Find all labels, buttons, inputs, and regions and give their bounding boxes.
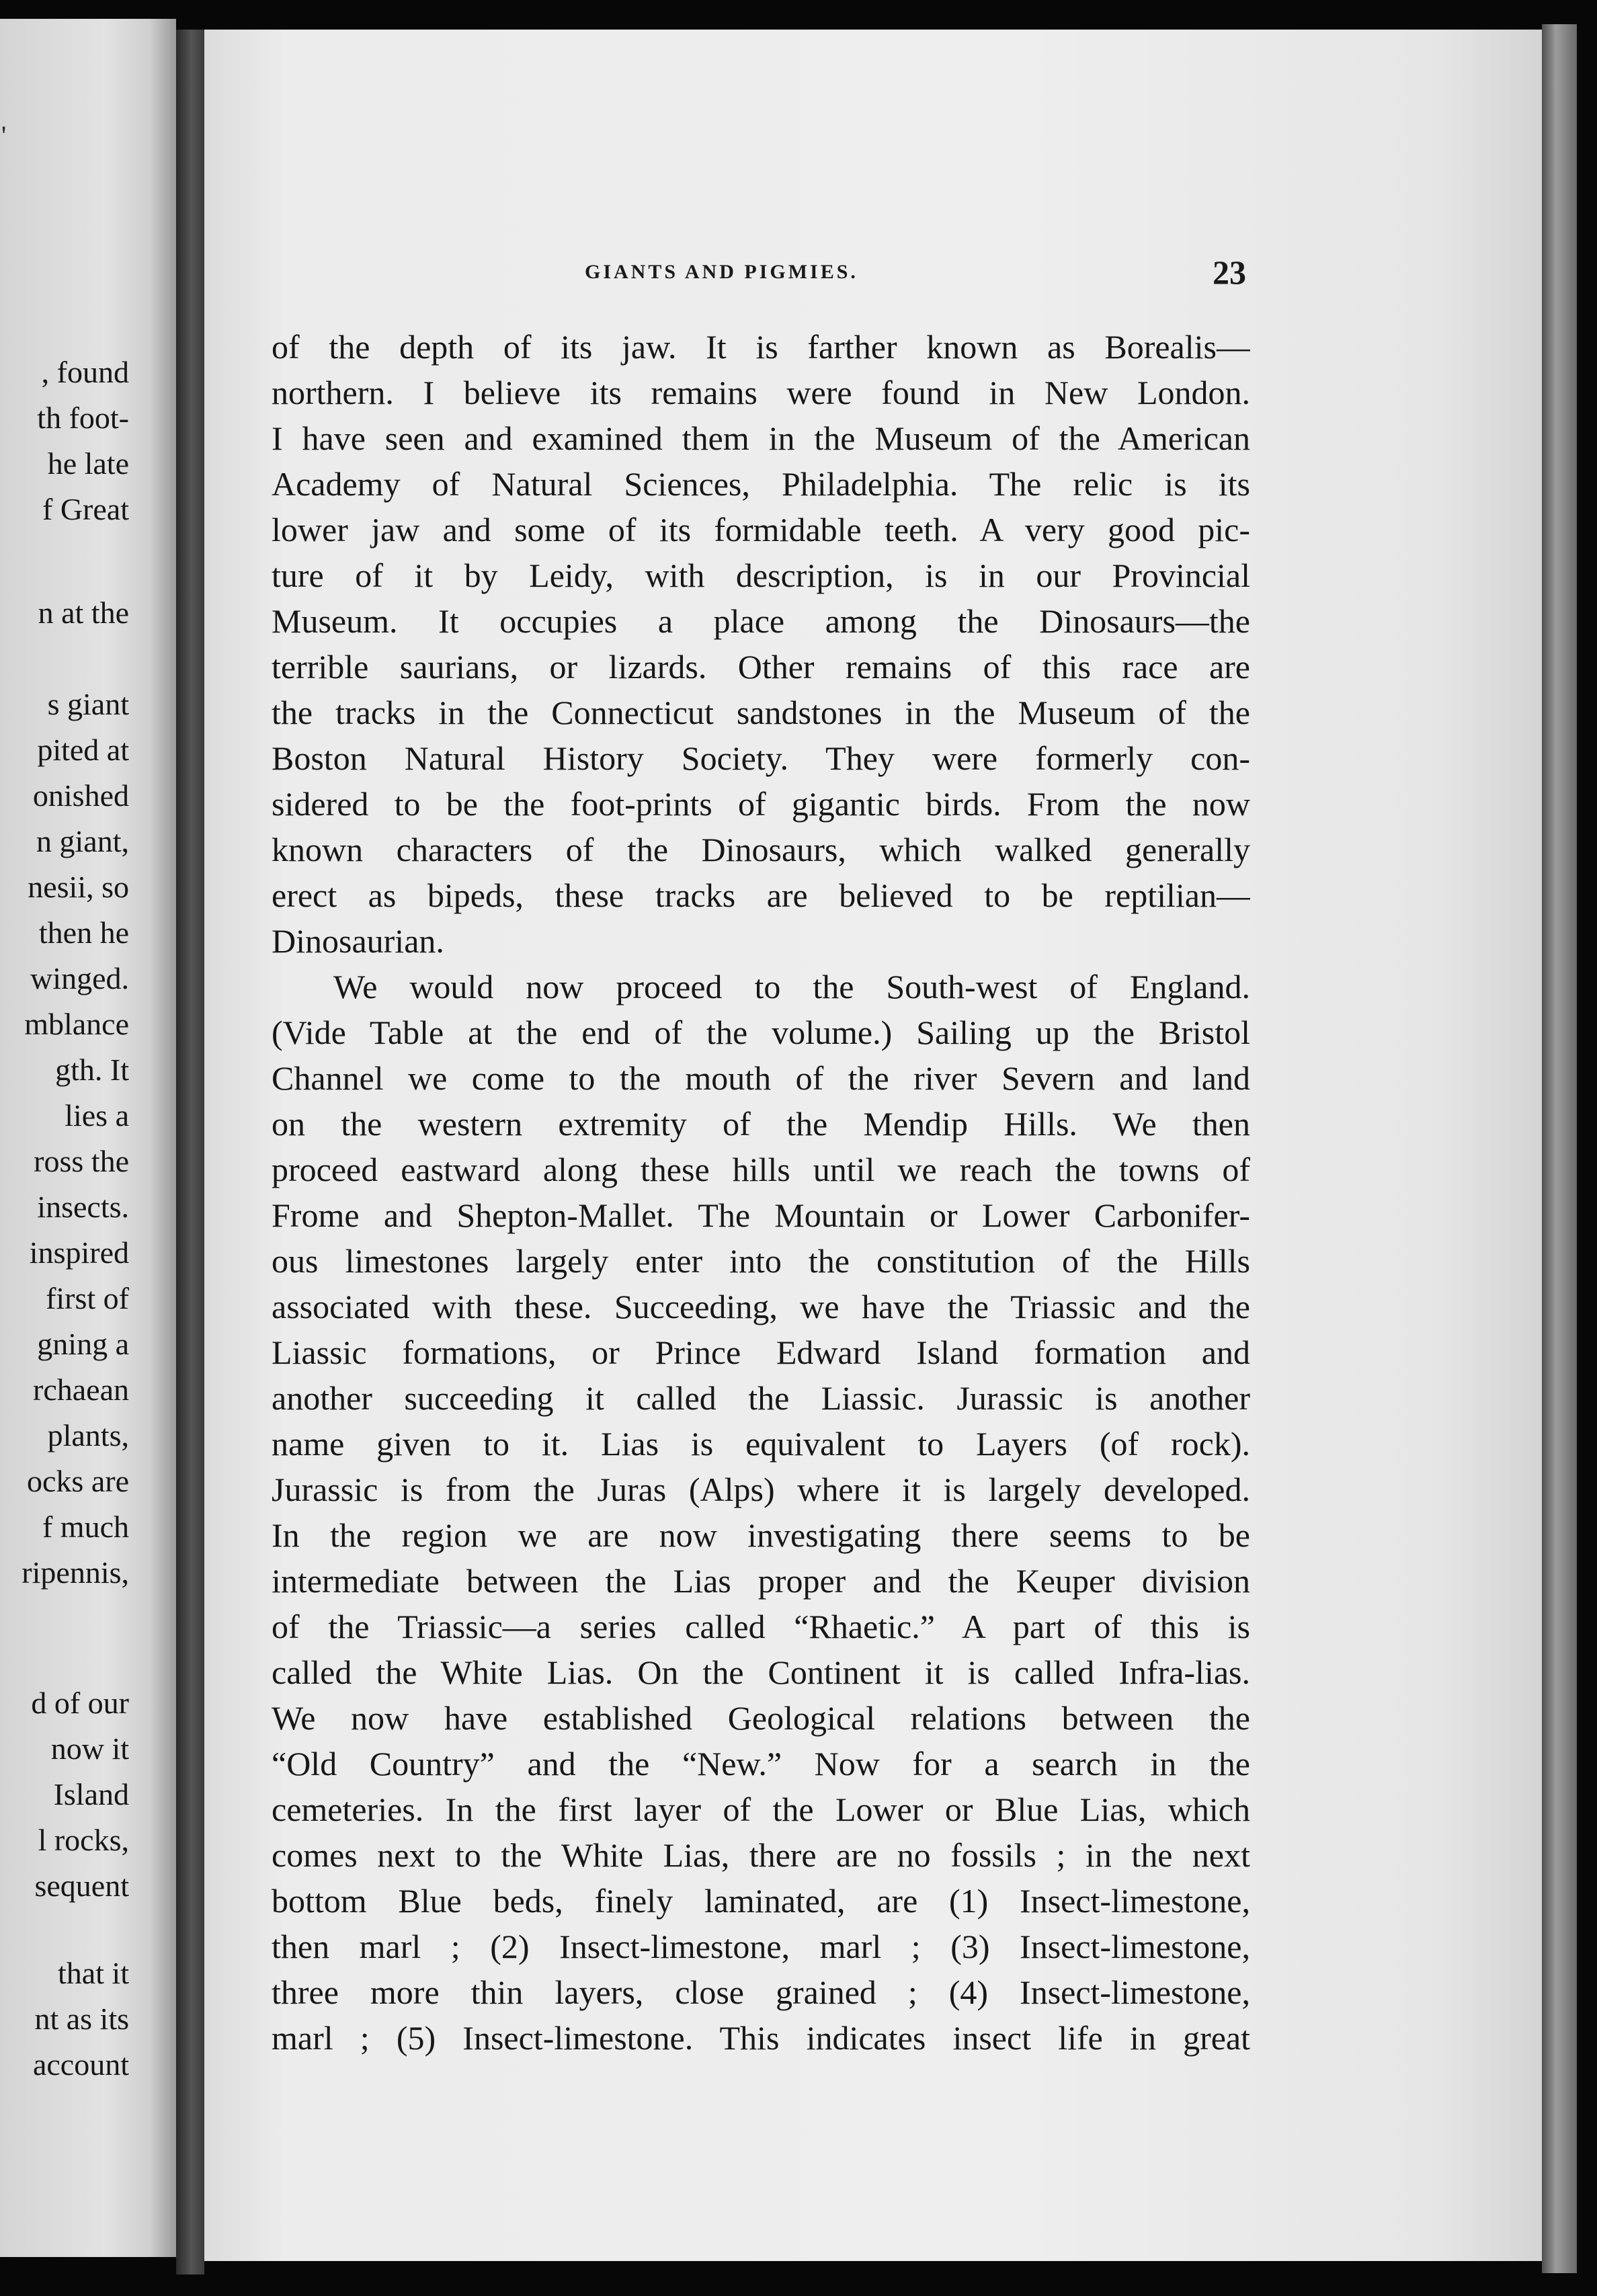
text-line: another succeeding it called the Liassic. Jurassic is another [272, 1379, 1250, 1417]
page-number: 23 [1213, 253, 1246, 291]
text-line: terrible saurians, or lizards. Other remains of this race are [272, 648, 1250, 686]
text-line: (Vide Table at the end of the volume.) Sailing up the Bristol [272, 1014, 1250, 1051]
text-line: three more thin layers, close grained ; (4) Insect-limestone, [272, 1973, 1250, 2011]
left-page-line: he late [47, 446, 129, 481]
left-page-line: nt as its [34, 2002, 129, 2036]
text-line: ture of it by Leidy, with description, is in our Provincial [272, 557, 1250, 594]
text-line: proceed eastward along these hills until we reach the towns of [272, 1151, 1250, 1188]
left-page-line: nesii, so [28, 870, 129, 904]
text-line: of the Triassic—a series called “Rhaetic.” A part of this is [272, 1608, 1250, 1645]
text-line: called the White Lias. On the Continent it is called Infra-lias. [272, 1653, 1250, 1691]
text-line: lower jaw and some of its formidable teeth. A very good pic- [272, 511, 1250, 548]
left-page-line: that it [57, 1956, 129, 1990]
text-line: ous limestones largely enter into the constitution of the Hills [272, 1242, 1250, 1280]
left-page-line: gning a [37, 1327, 129, 1361]
left-page-line: lies a [65, 1098, 129, 1133]
left-page-line: l rocks, [38, 1823, 129, 1857]
left-page-line: Island [53, 1777, 129, 1811]
left-page-line: insects. [37, 1190, 129, 1224]
text-line: In the region we are now investigating there seems to be [272, 1516, 1250, 1554]
left-page-line: ocks are [27, 1464, 129, 1498]
left-page-line: account [32, 2047, 129, 2082]
text-line: Academy of Natural Sciences, Philadelphia. The relic is its [272, 465, 1250, 503]
text-line: We now have established Geological relations between the [272, 1699, 1250, 1737]
left-page-line: n giant, [36, 824, 129, 858]
text-line: comes next to the White Lias, there are no fossils ; in the next [272, 1836, 1250, 1874]
left-page-line: inspired [29, 1235, 129, 1270]
text-line: Museum. It occupies a place among the Dinosaurs—the [272, 602, 1250, 640]
left-page-line: then he [38, 915, 129, 950]
text-line: Boston Natural History Society. They were formerly con- [272, 739, 1250, 777]
left-page-line: , found [41, 355, 129, 389]
text-line: intermediate between the Lias proper and the Keuper division [272, 1562, 1250, 1600]
text-line: We would now proceed to the South-west of England. [333, 968, 1250, 1006]
page-edge [1542, 24, 1577, 2273]
left-page-line: f much [42, 1510, 129, 1544]
left-page-line: f Great [42, 492, 129, 526]
text-line: Jurassic is from the Juras (Alps) where it is largely developed. [272, 1471, 1250, 1508]
text-line: on the western extremity of the Mendip Hills. We then [272, 1105, 1250, 1143]
text-line: Frome and Shepton-Mallet. The Mountain or Lower Carbonifer- [272, 1196, 1250, 1234]
left-page-line: plants, [47, 1418, 129, 1452]
left-page-line: ripennis, [22, 1555, 129, 1590]
left-page-line: winged. [30, 961, 129, 995]
text-line: bottom Blue beds, finely laminated, are (1) Insect-limestone, [272, 1882, 1250, 1920]
text-line: then marl ; (2) Insect-limestone, marl ; (3) Insect-limestone, [272, 1928, 1250, 1965]
text-line: of the depth of its jaw. It is farther known as Borealis— [272, 328, 1250, 366]
text-line: the tracks in the Connecticut sandstones in the Museum of the [272, 694, 1250, 731]
left-page-line: mblance [24, 1007, 129, 1041]
text-line: Channel we come to the mouth of the river Severn and land [272, 1059, 1250, 1097]
text-line: Liassic formations, or Prince Edward Island formation and [272, 1334, 1250, 1371]
left-page-line: sequent [34, 1869, 129, 1903]
left-page-line: d of our [31, 1686, 129, 1720]
book-gutter [176, 30, 204, 2274]
left-page-line: th foot- [37, 401, 129, 435]
running-head: GIANTS AND PIGMIES. [585, 261, 858, 283]
text-line: Dinosaurian. [272, 922, 444, 960]
text-line: erect as bipeds, these tracks are believed to be reptilian— [272, 876, 1250, 914]
text-line: sidered to be the foot-prints of gigantic birds. From the now [272, 785, 1250, 823]
left-page-line: s giant [47, 687, 129, 721]
text-line: “Old Country” and the “New.” Now for a search in the [272, 1745, 1250, 1782]
text-line: northern. I believe its remains were found in New London. [272, 374, 1250, 411]
left-page-line: rchaean [33, 1372, 129, 1407]
text-line: marl ; (5) Insect-limestone. This indicates insect life in great [272, 2019, 1250, 2057]
left-page-line: onished [32, 778, 129, 813]
text-line: known characters of the Dinosaurs, which walked generally [272, 831, 1250, 868]
left-page-line: ross the [34, 1144, 129, 1178]
left-page-line: gth. It [55, 1053, 129, 1087]
left-page-line: n at the [38, 596, 129, 630]
left-page-line: first of [46, 1281, 129, 1315]
text-line: name given to it. Lias is equivalent to Layers (of rock). [272, 1425, 1250, 1463]
left-page-fragment [0, 19, 176, 2257]
text-line: associated with these. Succeeding, we have the Triassic and the [272, 1288, 1250, 1325]
left-page-line: now it [50, 1731, 129, 1766]
margin-mark: ' [1, 120, 7, 151]
left-page-line: pited at [37, 733, 129, 767]
text-line: cemeteries. In the first layer of the Lower or Blue Lias, which [272, 1791, 1250, 1828]
text-line: I have seen and examined them in the Museum of the American [272, 419, 1250, 457]
